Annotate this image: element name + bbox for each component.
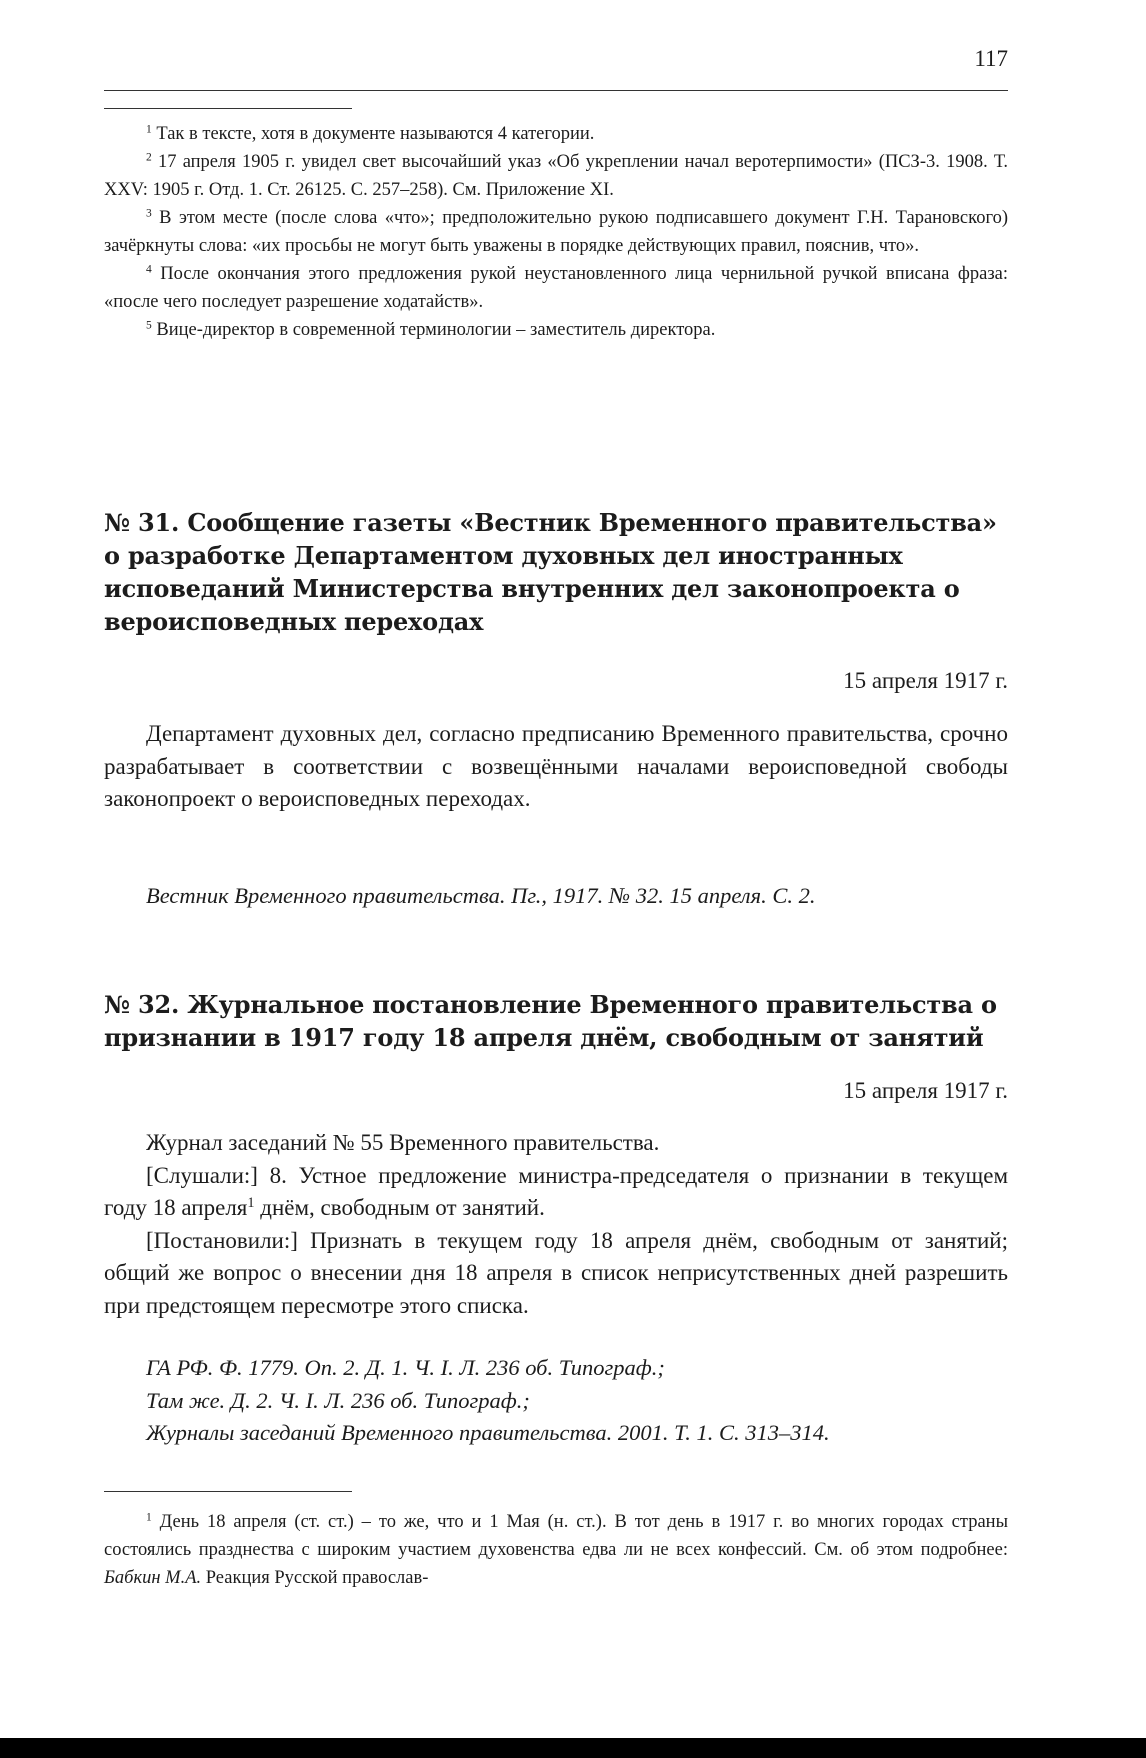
footnote-text: 17 апреля 1905 г. увидел свет высочайший указ «Об укреплении начал веротерпимости» (ПСЗ-3. 1908. Т. XXV: 1905 г. Отд. 1. Ст. 26125. С. 257–258). См. Приложение XI.	[104, 152, 1009, 200]
doc31-body	[104, 718, 1008, 816]
paragraph-text: [Слушали:] 8. Устное предложение министра-председателя о признании в текущем году 18 апреля	[104, 1162, 1008, 1220]
footnote-text: После окончания этого предложения рукой неустановленного лица чернильной ручкой вписана фраза: «после чего последует разрешение ходатайств».	[104, 264, 1009, 312]
doc32-sources	[146, 1352, 1008, 1450]
footnote-mark: 4	[146, 263, 152, 276]
footnote-separator	[104, 108, 352, 109]
footnote-text: В этом месте (после слова «что»; предположительно рукою подписавшего документ Г.Н. Тарановского) зачёркнуты слова: «их просьбы не могут быть уважены в порядке действующих правил, пояснив, что».	[104, 208, 1008, 256]
source-line: Вестник Временного правительства. Пг., 1917. № 32. 15 апреля. С. 2.	[146, 883, 816, 908]
footnote-text: Так в тексте, хотя в документе называются 4 категории.	[156, 124, 595, 144]
footnote-1-bottom	[104, 1508, 1008, 1592]
footnote-mark: 1	[146, 1511, 152, 1524]
doc31-title: № 31. Сообщение газеты «Вестник Временного правительства» о разработке Департаментом духовных дел иностранных исповеданий Министерства внутренних дел законопроекта о вероисповедных переходах	[104, 508, 997, 636]
footnote-mark: 3	[146, 207, 152, 220]
footnote-mark: 2	[146, 151, 152, 164]
footnote-separator	[104, 1491, 352, 1492]
top-footnotes	[104, 120, 1008, 344]
footnote-author: Бабкин М.А.	[104, 1568, 202, 1588]
footnote-4	[104, 260, 1008, 316]
footnote-2	[104, 148, 1008, 204]
footnote-text: День 18 апреля (ст. ст.) – то же, что и 1 Мая (н. ст.). В тот день в 1917 г. во многих городах страны состоялись празднества с широким участием духовенства едва ли не всех конфессий. См. об этом подробнее:	[104, 1512, 1008, 1560]
footnote-1	[104, 120, 1008, 148]
doc32-paragraph-1: Журнал заседаний № 55 Временного правительства.	[146, 1130, 660, 1155]
source-line: Там же. Д. 2. Ч. I. Л. 236 об. Типограф.;	[146, 1387, 530, 1413]
doc32-title: № 32. Журнальное постановление Временного правительства о признании в 1917 году 18 апреля днём, свободным от занятий	[104, 990, 997, 1052]
source-line: ГА РФ. Ф. 1779. Оп. 2. Д. 1. Ч. I. Л. 236 об. Типограф.;	[146, 1355, 665, 1380]
footnote-mark: 1	[146, 123, 152, 136]
scan-edge	[0, 1738, 1146, 1758]
doc31-paragraph: Департамент духовных дел, согласно предписанию Временного правительства, срочно разрабатывает в соответствии с возвещёнными началами вероисповедной свободы законопроект о вероисповедных переходах.	[104, 721, 1008, 811]
footnote-text: Вице-директор в современной терминологии – заместитель директора.	[156, 320, 716, 340]
doc32-paragraph-3: [Постановили:] Признать в текущем году 18 апреля днём, свободным от занятий; общий же вопрос о внесении дня 18 апреля в список неприсутственных дней разрешить при предстоящем пересмотре этого списка.	[104, 1227, 1008, 1318]
footnote-text: Реакция Русской православ-	[201, 1568, 429, 1588]
bottom-footnotes	[104, 1508, 1008, 1592]
paragraph-text: днём, свободным от занятий.	[254, 1195, 545, 1220]
header-rule	[104, 90, 1008, 91]
footnote-3	[104, 204, 1008, 260]
footnote-5	[104, 316, 1008, 344]
footnote-ref: 1	[247, 1195, 255, 1212]
doc32-paragraph-2	[104, 1160, 1008, 1225]
doc31-source	[146, 880, 1008, 913]
footnote-mark: 5	[146, 319, 152, 332]
doc32-body	[104, 1127, 1008, 1322]
source-line: Журналы заседаний Временного правительства. 2001. Т. 1. С. 313–314.	[146, 1420, 830, 1445]
page-number: 117	[974, 46, 1008, 71]
doc31-date: 15 апреля 1917 г.	[843, 668, 1008, 693]
doc32-date: 15 апреля 1917 г.	[843, 1078, 1008, 1103]
